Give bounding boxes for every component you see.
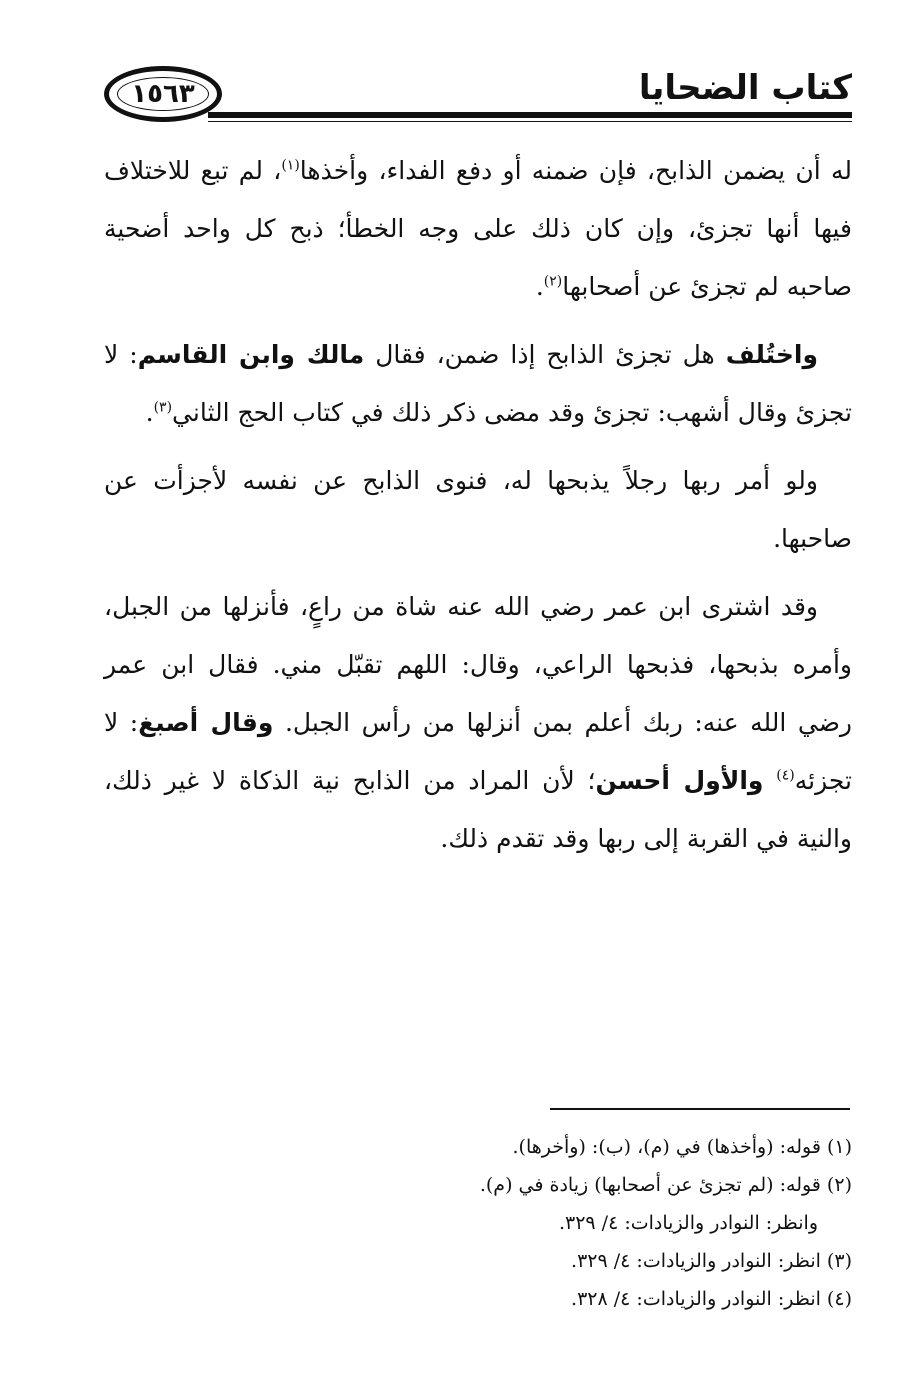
paragraph-2-text-a: هل تجزئ الذابح إذا ضمن، فقال	[364, 340, 726, 369]
footnotes	[104, 1128, 852, 1318]
footnote-ref-4: (٤)	[776, 767, 795, 784]
footnote-3: (٣) انظر: النوادر والزيادات: ٤/ ٣٢٩.	[571, 1250, 852, 1272]
paragraph-4-text-d: ؛ لأن المراد من الذابح نية الذكاة لا غير ذلك، والنية في القربة إلى ربها وقد تقدم ذلك.	[104, 766, 852, 853]
paragraph-2-text-c: .	[145, 398, 154, 427]
paragraph-3-text: ولو أمر ربها رجلاً يذبحها له، فنوى الذابح عن نفسه لأجزأت عن صاحبها.	[104, 466, 852, 553]
footnote-2-continuation: وانظر: النوادر والزيادات: ٤/ ٣٢٩.	[558, 1212, 818, 1234]
footnote-ref-1: (١)	[281, 157, 300, 174]
footnote-ref-2: (٢)	[543, 273, 563, 290]
page-number: ١٥٦٣	[131, 79, 195, 109]
paragraph-4-bold-b: والأول أحسن	[595, 766, 764, 795]
paragraph-4-text-a: وقد اشترى ابن عمر رضي الله عنه شاة من راعٍ، فأنزلها من الجبل، وأمره بذبحها، فذبحها الراعي، وقال: اللهم تقبّل مني. فقال ابن عمر رضي الله عنه: ربك أعلم بمن أنزلها من رأس الجبل.	[104, 592, 852, 737]
paragraph-4	[104, 578, 852, 868]
paragraph-4-bold-a: وقال أصبغ	[138, 708, 274, 737]
paragraph-4-text-c	[763, 766, 776, 795]
paragraph-2	[104, 326, 852, 442]
footnote-ref-3: (٣)	[153, 399, 173, 416]
paragraph-1	[104, 142, 852, 316]
paragraph-2-text-b: : لا تجزئ وقال أشهب: تجزئ وقد مضى ذكر ذلك في كتاب الحج الثاني	[104, 340, 852, 427]
footnote-4: (٤) انظر: النوادر والزيادات: ٤/ ٣٢٨.	[571, 1288, 852, 1310]
book-title: كتاب الضحايا	[638, 68, 852, 108]
header-rule	[208, 112, 852, 118]
paragraph-4-text-b: : لا تجزئه	[104, 708, 853, 795]
paragraph-3	[104, 452, 852, 568]
main-text	[104, 142, 852, 878]
paragraph-2-bold-a: واختُلف	[725, 340, 818, 369]
page-number-badge	[104, 66, 222, 122]
paragraph-1-text-c: .	[535, 272, 544, 301]
paragraph-1-text-a: له أن يضمن الذابح، فإن ضمنه أو دفع الفداء، وأخذها	[299, 156, 852, 185]
header-rule-thin	[208, 121, 852, 122]
footnote-separator	[550, 1108, 850, 1110]
paragraph-2-bold-b: مالك وابن القاسم	[137, 340, 365, 369]
footnote-2: (٢) قوله: (لم تجزئ عن أصحابها) زيادة في (م).	[479, 1174, 852, 1196]
paragraph-1-text-b: ، لم تبع للاختلاف فيها أنها تجزئ، وإن كان ذلك على وجه الخطأ؛ ذبح كل واحد أضحية صاحبه لم تجزئ عن أصحابها	[104, 156, 852, 301]
page-header	[104, 66, 852, 126]
footnote-1: (١) قوله: (وأخذها) في (م)، (ب): (وأخرها).	[512, 1136, 852, 1158]
